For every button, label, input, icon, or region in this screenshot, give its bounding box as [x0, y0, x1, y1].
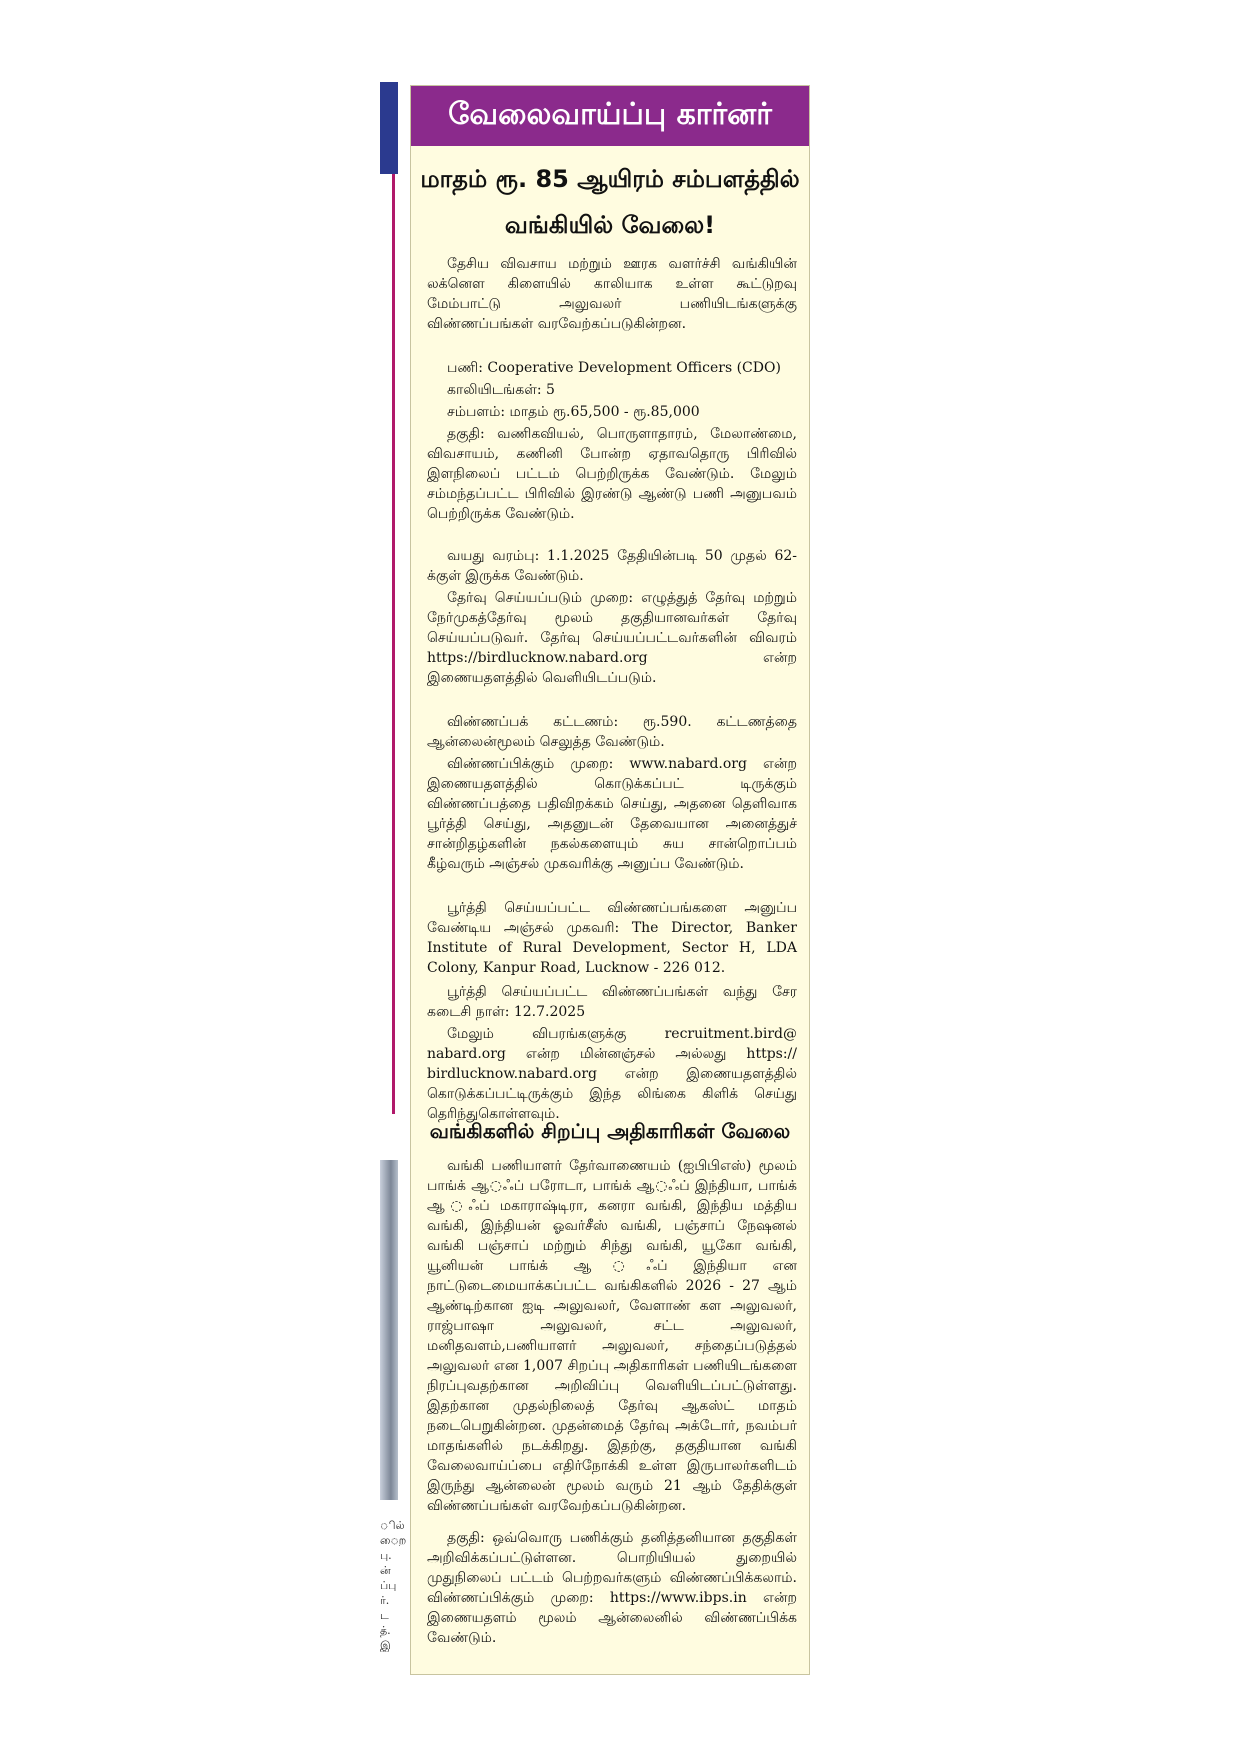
article-paragraph: தகுதி: வணிகவியல், பொருளாதாரம், மேலாண்மை, விவசாயம், கணினி போன்ற ஏதாவதொரு பிரிவில் இளநிலைப் பட்டம் பெற்றிருக்க வேண்டும். மேலும் சம்மந்தப்பட்ட பிரிவில் இரண்டு ஆண்டு பணி அனுபவம் பெற்றிருக்க வேண்டும். — [427, 426, 797, 522]
adjacent-photo-strip — [380, 1160, 398, 1500]
margin-glyph: இ — [380, 1639, 391, 1652]
article-paragraph: தேர்வு செய்யப்படும் முறை: எழுத்துத் தேர்வு மற்றும் நேர்முகத்தேர்வு மூலம் தகுதியானவர்கள் தேர்வு செய்யப்படுவர். தேர்வு செய்யப்பட்டவர்களின் விவரம் https://birdlucknow.nabard.org என்ற இணையதளத்தில் வெளியிடப்படும். — [427, 590, 797, 686]
newspaper-clipping — [410, 85, 810, 1675]
margin-glyph: ப்பு — [380, 1579, 397, 1592]
article-paragraph: மேலும் விபரங்களுக்கு recruitment.bird@ nabard.org என்ற மின்னஞ்சல் அல்லது https:// birdlucknow.nabard.org என்ற இணையதளத்தில் கொடுக்கப்பட்டிருக்கும் இந்த லிங்கை கிளிக் செய்து தெரிந்துகொள்ளவும். — [427, 1026, 797, 1122]
section-banner: வேலைவாய்ப்பு கார்னர் — [411, 86, 809, 146]
main-headline: மாதம் ரூ. 85 ஆயிரம் சம்பளத்தில் வங்கியில் வேலை! — [420, 165, 800, 239]
margin-glyph: ன் — [380, 1564, 391, 1577]
adjacent-column-text — [380, 1518, 407, 1653]
article-paragraph: தேசிய விவசாய மற்றும் ஊரக வளர்ச்சி வங்கியின் லக்னௌ கிளையில் காலியாக உள்ள கூட்டுறவு மேம்பாட்டு அலுவலர் பணியிடங்களுக்கு விண்ணப்பங்கள் வரவேற்கப்படுகின்றன. — [427, 256, 797, 332]
margin-glyph: ைற — [380, 1534, 407, 1547]
article-paragraph: விண்ணப்பக் கட்டணம்: ரூ.590. கட்டணத்தை ஆன்லைன்மூலம் செலுத்த வேண்டும். — [427, 714, 797, 750]
article-paragraph: வயது வரம்பு: 1.1.2025 தேதியின்படி 50 முதல் 62-க்குள் இருக்க வேண்டும். — [427, 548, 797, 584]
margin-glyph: பு. — [380, 1549, 392, 1562]
margin-glyph: ில் — [380, 1519, 405, 1532]
margin-glyph: ர். — [380, 1594, 390, 1607]
article-paragraph: பூர்த்தி செய்யப்பட்ட விண்ணப்பங்களை அனுப்ப வேண்டிய அஞ்சல் முகவரி: The Director, Banker Institute of Rural Development, Sector H, LDA Colony, Kanpur Road, Lucknow - 226 012. — [427, 900, 797, 976]
margin-glyph: ட — [380, 1609, 389, 1622]
margin-glyph: த். — [380, 1624, 391, 1637]
article-paragraph: தகுதி: ஒவ்வொரு பணிக்கும் தனித்தனியான தகுதிகள் அறிவிக்கப்பட்டுள்ளன. பொறியியல் துறையில் முதுநிலைப் பட்டம் பெற்றவர்களும் விண்ணப்பிக்கலாம். விண்ணப்பிக்கும் முறை: https://www.ibps.in என்ற இணையதளம் மூலம் ஆன்லைனில் விண்ணப்பிக்க வேண்டும். — [427, 1530, 797, 1646]
article-paragraph: வங்கி பணியாளர் தேர்வாணையம் (ஐபிபிஎஸ்) மூலம் பாங்க் ஆ◌ஃப் பரோடா, பாங்க் ஆ◌ஃப் இந்தியா, பாங்க் ஆ◌ஃப் மகாராஷ்டிரா, கனரா வங்கி, இந்திய மத்திய வங்கி, இந்தியன் ஓவர்சீஸ் வங்கி, பஞ்சாப் நேஷனல் வங்கி பஞ்சாப் மற்றும் சிந்து வங்கி, யூகோ வங்கி, யூனியன் பாங்க் ஆ◌ஃப் இந்தியா என நாட்டுடைமையாக்கப்பட்ட வங்கிகளில் 2026 - 27 ஆம் ஆண்டிற்கான ஐடி அலுவலர், வேளாண் கள அலுவலர், ராஜ்பாஷா அலுவலர், சட்ட அலுவலர், மனிதவளம்,பணியாளர் அலுவலர், சந்தைப்படுத்தல் அலுவலர் என 1,007 சிறப்பு அதிகாரிகள் பணியிடங்களை நிரப்புவதற்கான அறிவிப்பு வெளியிடப்பட்டுள்ளது. இதற்கான முதல்நிலைத் தேர்வு ஆகஸ்ட் மாதம் நடைபெறுகின்றன. முதன்மைத் தேர்வு அக்டோர், நவம்பர் மாதங்களில் நடக்கிறது. இதற்கு, தகுதியான வங்கி வேலைவாய்ப்பை எதிர்நோக்கி உள்ள இருபாலர்களிடம் இருந்து ஆன்லைன் மூலம் வரும் 21 ஆம் தேதிக்குள் விண்ணப்பங்கள் வரவேற்கப்படுகின்றன. — [427, 1158, 797, 1514]
article-paragraph: பூர்த்தி செய்யப்பட்ட விண்ணப்பங்கள் வந்து சேர கடைசி நாள்: 12.7.2025 — [427, 984, 797, 1020]
adjacent-blue-block — [380, 82, 398, 174]
sub-headline: வங்கிகளில் சிறப்பு அதிகாரிகள் வேலை — [429, 1119, 791, 1143]
article-paragraph: பணி: Cooperative Development Officers (CDO) — [447, 360, 781, 376]
adjacent-column-edge — [380, 82, 398, 1022]
article-paragraph: சம்பளம்: மாதம் ரூ.65,500 - ரூ.85,000 — [447, 404, 700, 420]
adjacent-border-line — [392, 174, 395, 1114]
article-paragraph: காலியிடங்கள்: 5 — [447, 382, 555, 398]
article-paragraph: விண்ணப்பிக்கும் முறை: www.nabard.org என்ற இணையதளத்தில் கொடுக்கப்பட் டிருக்கும் விண்ணப்பத்தை பதிவிறக்கம் செய்து, அதனை தெளிவாக பூர்த்தி செய்து, அதனுடன் தேவையான அனைத்துச் சான்றிதழ்களின் நகல்களையும் சுய சான்றொப்பம் கீழ்வரும் அஞ்சல் முகவரிக்கு அனுப்ப வேண்டும். — [427, 756, 797, 872]
